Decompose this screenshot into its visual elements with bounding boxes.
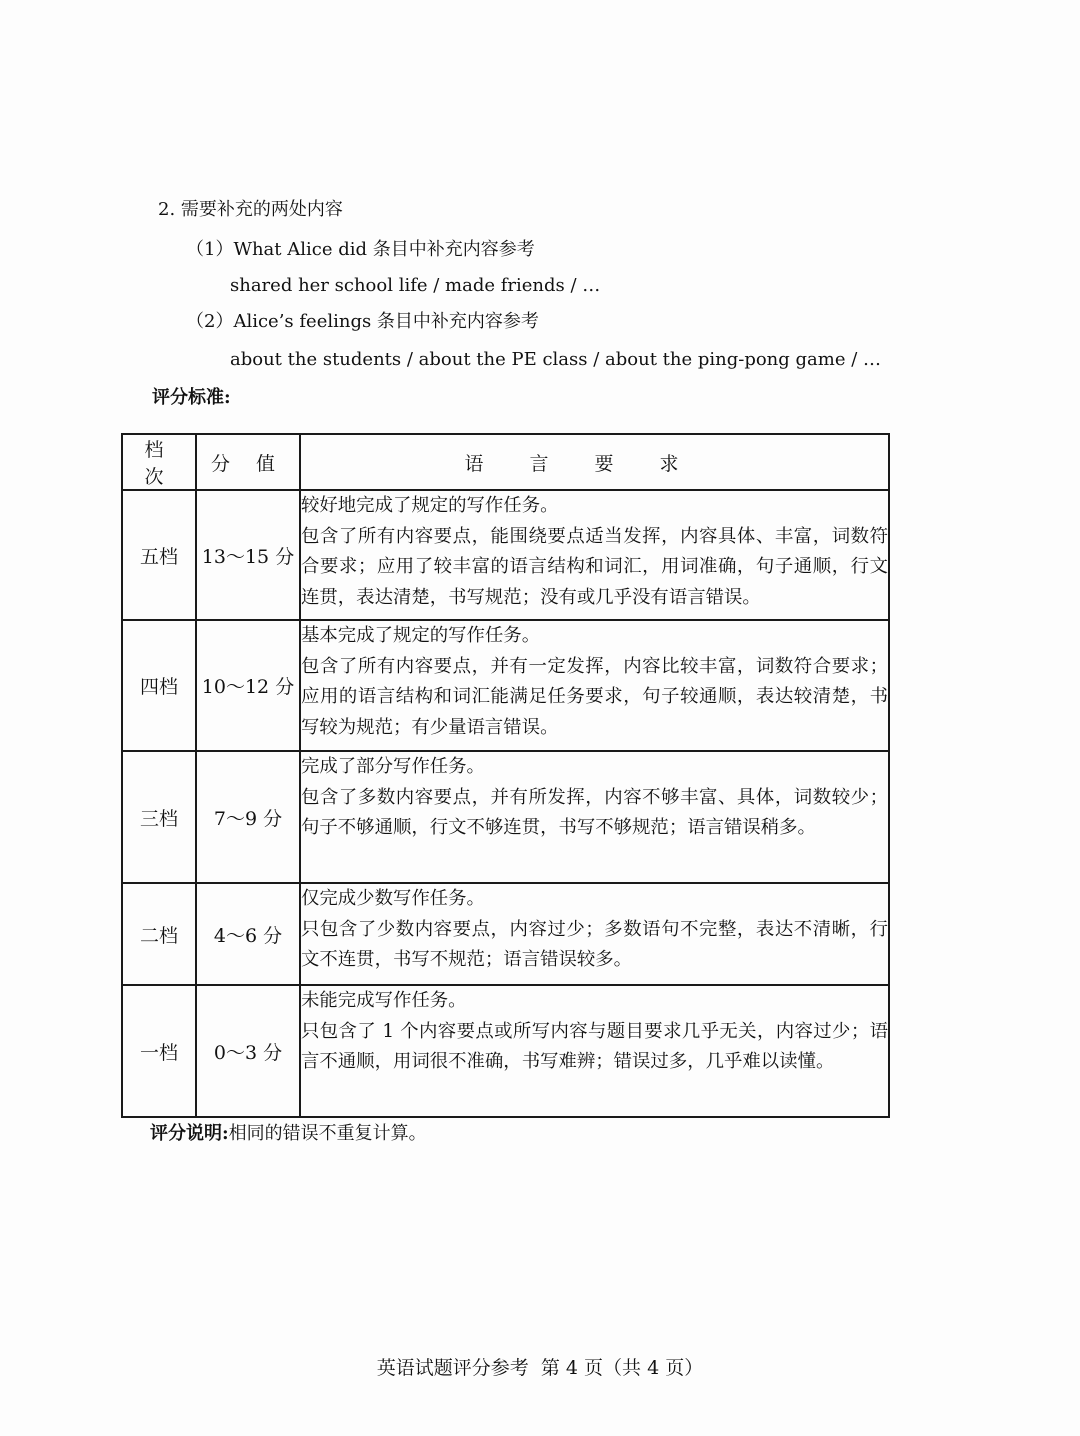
requirement-detail: 包含了多数内容要点，并有所发挥，内容不够丰富、具体，词数较少；句子不够通顺，行文不够连贯，书写不够规范；语言错误稍多。 xyxy=(301,786,888,838)
requirement-summary: 完成了部分写作任务。 xyxy=(301,756,485,777)
requirements-cell xyxy=(300,883,889,985)
level-cell: 二档 xyxy=(122,883,196,985)
scoring-rubric-table xyxy=(121,433,890,1118)
requirement-summary: 基本完成了规定的写作任务。 xyxy=(301,625,541,646)
section-heading: 2. 需要补充的两处内容 xyxy=(158,199,343,220)
scoring-note-text: 相同的错误不重复计算。 xyxy=(228,1123,427,1144)
table-row xyxy=(122,883,889,985)
requirements-cell xyxy=(300,985,889,1117)
requirements-cell xyxy=(300,490,889,620)
level-cell: 一档 xyxy=(122,985,196,1117)
header-level: 档 次 xyxy=(122,434,196,490)
requirement-summary: 仅完成少数写作任务。 xyxy=(301,888,485,909)
level-cell: 五档 xyxy=(122,490,196,620)
table-row xyxy=(122,490,889,620)
header-score: 分 值 xyxy=(196,434,300,490)
score-cell: 13～15 分 xyxy=(196,490,300,620)
item-2-label: （2）Alice’s feelings 条目中补充内容参考 xyxy=(186,311,539,332)
requirements-cell xyxy=(300,751,889,883)
score-cell: 4～6 分 xyxy=(196,883,300,985)
criteria-label: 评分标准: xyxy=(152,387,231,408)
level-cell: 四档 xyxy=(122,620,196,751)
item-2-answer: about the students / about the PE class / about the ping-pong game / … xyxy=(230,349,882,370)
score-cell: 10～12 分 xyxy=(196,620,300,751)
requirement-detail: 只包含了少数内容要点，内容过少；多数语句不完整，表达不清晰，行文不连贯，书写不规范；语言错误较多。 xyxy=(301,918,888,970)
page-footer: 英语试题评分参考 第 4 页（共 4 页） xyxy=(376,1357,704,1379)
header-requirements: 语言要求 xyxy=(300,434,889,490)
table-row xyxy=(122,751,889,883)
requirement-detail: 包含了所有内容要点，能围绕要点适当发挥，内容具体、丰富，词数符合要求；应用了较丰富的语言结构和词汇，用词准确，句子通顺，行文连贯，表达清楚，书写规范；没有或几乎没有语言错误。 xyxy=(301,525,888,608)
requirement-detail: 只包含了 1 个内容要点或所写内容与题目要求几乎无关，内容过少；语言不通顺，用词很不准确，书写难辨；错误过多，几乎难以读懂。 xyxy=(301,1020,888,1072)
score-cell: 7～9 分 xyxy=(196,751,300,883)
requirements-cell xyxy=(300,620,889,751)
item-1-label: （1）What Alice did 条目中补充内容参考 xyxy=(186,239,535,260)
table-header-row xyxy=(122,434,889,490)
scoring-note xyxy=(150,1122,427,1146)
table-row xyxy=(122,620,889,751)
scoring-note-label: 评分说明: xyxy=(150,1123,229,1144)
requirement-detail: 包含了所有内容要点，并有一定发挥，内容比较丰富，词数符合要求；应用的语言结构和词汇能满足任务要求，句子较通顺，表达较清楚，书写较为规范；有少量语言错误。 xyxy=(301,655,888,738)
requirement-summary: 未能完成写作任务。 xyxy=(301,990,467,1011)
item-1-answer: shared her school life / made friends / … xyxy=(230,275,601,296)
table-row xyxy=(122,985,889,1117)
level-cell: 三档 xyxy=(122,751,196,883)
score-cell: 0～3 分 xyxy=(196,985,300,1117)
requirement-summary: 较好地完成了规定的写作任务。 xyxy=(301,495,559,516)
